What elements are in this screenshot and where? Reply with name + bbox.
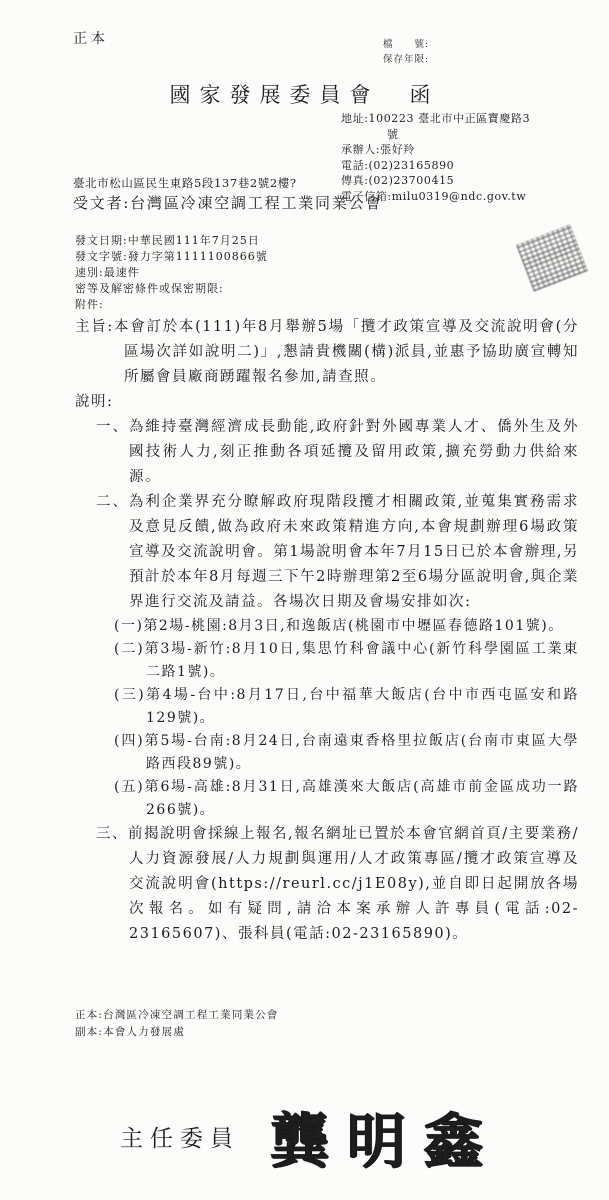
distribution-original: 正本:台灣區冷凍空調工程工業同業公會 bbox=[75, 1009, 279, 1021]
dispatch-security: 密等及解密條件或保密期限: bbox=[75, 282, 224, 295]
sender-contact-person: 承辦人:張好羚 bbox=[341, 143, 415, 156]
venue-3-text: 第4場-台中:8月17日,台中福華大飯店(台中市西屯區安和路129號)。 bbox=[145, 687, 579, 726]
venue-4-text: 第5場-台南:8月24日,台南遠東香格里拉飯店(台南市東區大學路西段89號)。 bbox=[144, 733, 579, 772]
venue-4-number: (四) bbox=[114, 733, 145, 749]
explanation-heading: 說明: bbox=[75, 394, 114, 410]
venue-item-4 bbox=[114, 730, 579, 776]
item-1-text: 為維持臺灣經濟成長動能,政府針對外國專業人才、僑外生及外國技術人力,刻正推動各項延攬及留用政策,擴充勞動力供給來源。 bbox=[128, 419, 579, 485]
item-2-text: 為利企業界充分瞭解政府現階段攬才相關政策,並蒐集實務需求及意見反饋,做為政府未來政策精進方向,本會規劃辦理6場政策宣導及交流說明會。第1場說明會本年7月15日已於本會辦理,另預計於本年8月每週三下午2時辦理第2至6場分區說明會,與企業界進行交流及請益。各場次日期及會場安排如次: bbox=[128, 494, 579, 610]
venue-item-5 bbox=[114, 776, 579, 822]
dispatch-meta-block bbox=[75, 233, 268, 313]
distribution-copy: 副本:本會人力發展處 bbox=[75, 1026, 186, 1038]
sender-contact-block bbox=[341, 111, 530, 204]
document-title: 國家發展委員會 函 bbox=[169, 83, 440, 107]
item-2-number: 二、 bbox=[96, 494, 129, 510]
subject-paragraph bbox=[75, 315, 579, 390]
venue-5-number: (五) bbox=[114, 779, 145, 795]
venue-item-1 bbox=[114, 615, 579, 638]
venue-2-text: 第3場-新竹:8月10日,集思竹科會議中心(新竹科學園區工業東二路1號)。 bbox=[144, 641, 579, 680]
dispatch-speed: 速別:最速件 bbox=[75, 266, 140, 279]
item-1-number: 一、 bbox=[96, 419, 129, 435]
file-number-label: 檔 號: bbox=[383, 39, 430, 50]
venue-item-2 bbox=[114, 638, 579, 684]
dispatch-stamp-illegible bbox=[516, 224, 588, 291]
copy-type-label: 正本 bbox=[73, 31, 109, 47]
signer-name-stamp: 龔明鑫 bbox=[270, 1107, 502, 1176]
file-number-block bbox=[383, 38, 429, 67]
explanation-item-2 bbox=[96, 490, 579, 615]
dispatch-date: 發文日期:中華民國111年7月25日 bbox=[75, 234, 260, 247]
dispatch-attachment: 附件: bbox=[75, 298, 104, 311]
distribution-block bbox=[75, 1007, 279, 1041]
venue-1-number: (一) bbox=[114, 618, 144, 634]
signature-block bbox=[120, 1094, 501, 1179]
explanation-item-3 bbox=[96, 822, 579, 947]
sender-fax: 傳真:(02)23700415 bbox=[341, 174, 455, 187]
venue-3-number: (三) bbox=[114, 687, 146, 703]
venue-item-3 bbox=[114, 684, 579, 730]
dispatch-number: 發文字號:發力字第1111100866號 bbox=[75, 250, 268, 263]
recipient-line: 受文者:台灣區冷凍空調工程工業同業公會 bbox=[73, 194, 383, 212]
venue-2-number: (二) bbox=[114, 641, 145, 657]
signer-title: 主任委員 bbox=[120, 1126, 240, 1152]
letter-body bbox=[75, 315, 579, 947]
subject-label: 主旨: bbox=[75, 319, 114, 335]
explanation-item-1 bbox=[96, 415, 579, 490]
sender-address-line2: 號 bbox=[387, 127, 399, 141]
retention-period-label: 保存年限: bbox=[383, 53, 430, 65]
venue-1-text: 第2場-桃園:8月3日,和逸飯店(桃園市中壢區春德路101號)。 bbox=[143, 618, 564, 634]
subject-text: 本會訂於本(111)年8月舉辦5場「攬才政策宣導及交流說明會(分區場次詳如說明二)」,懇請貴機關(構)派員,並惠予協助廣宣轉知所屬會員廠商踴躍報名參加,請查照。 bbox=[113, 319, 579, 385]
sender-address-line1: 地址:100223 臺北市中正區寶慶路3 bbox=[341, 112, 531, 125]
venue-5-text: 第6場-高雄:8月31日,高雄漢來大飯店(高雄市前金區成功一路266號)。 bbox=[144, 779, 579, 818]
item-3-text: 前揭說明會採線上報名,報名網址已置於本會官網首頁/主要業務/人力資源發展/人力規劃與運用/人才政策專區/攬才政策宣導及交流說明會(https://reurl.cc/j1E08y),並自即日起開放各場次報名。如有疑問,請洽本案承辦人許專員(電話:02-23165607)、張科員(電話:02-23165890)。 bbox=[128, 826, 579, 942]
item-3-number: 三、 bbox=[96, 826, 129, 842]
sender-email: 電子信箱:milu0319@ndc.gov.tw bbox=[341, 189, 527, 203]
recipient-street-address: 臺北市松山區民生東路5段137巷2號2樓? bbox=[73, 176, 297, 190]
sender-phone: 電話:(02)23165890 bbox=[341, 158, 455, 172]
